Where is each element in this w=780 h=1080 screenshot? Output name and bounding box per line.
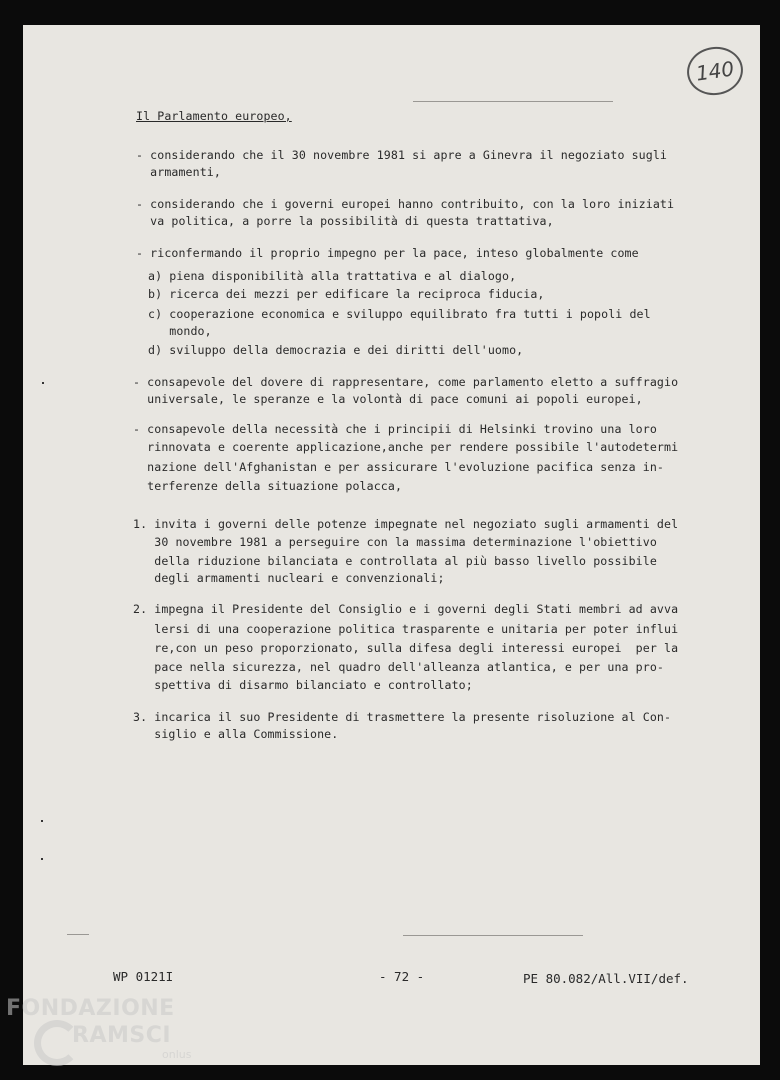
text-line: b) ricerca dei mezzi per edificare la reciproca fiducia, (148, 287, 545, 301)
text-line: della riduzione bilanciata e controllata al più basso livello possibile (133, 554, 657, 568)
scan-mark (41, 820, 43, 822)
text-line: degli armamenti nucleari e convenzionali; (133, 571, 445, 585)
text-line: mondo, (148, 324, 212, 338)
text-line: - consapevole della necessità che i principii di Helsinki trovino una loro (133, 422, 657, 436)
text-line: - consapevole del dovere di rappresentare, come parlamento eletto a suffragio (133, 375, 679, 389)
text-line: 1. invita i governi delle potenze impegnate nel negoziato sugli armamenti del (133, 517, 679, 531)
foundation-watermark (4, 996, 204, 1076)
text-line: siglio e alla Commissione. (133, 727, 339, 741)
page-number-stamp: 140 (684, 43, 746, 98)
watermark-text-line1: FONDAZIONE (6, 996, 175, 1021)
text-line: armamenti, (136, 165, 221, 179)
text-line: - considerando che i governi europei hanno contribuito, con la loro iniziati (136, 197, 675, 211)
text-line: va politica, a porre la possibilità di questa trattativa, (136, 214, 554, 228)
text-line: nazione dell'Afghanistan e per assicurare l'evoluzione pacifica senza in- (133, 460, 665, 474)
scan-mark (42, 382, 44, 384)
text-line: universale, le speranze e la volontà di pace comuni ai popoli europei, (133, 392, 643, 406)
text-line: - riconfermando il proprio impegno per la pace, inteso globalmente come (136, 246, 639, 260)
document-page (23, 25, 760, 1065)
text-line: rinnovata e coerente applicazione,anche per rendere possibile l'autodetermi (133, 440, 679, 454)
text-line: re,con un peso proporzionato, sulla difesa degli interessi europei per la (133, 641, 679, 655)
footer-rule-right (403, 935, 583, 936)
text-line: - considerando che il 30 novembre 1981 si apre a Ginevra il negoziato sugli (136, 148, 668, 162)
text-line: 3. incarica il suo Presidente di trasmettere la presente risoluzione al Con- (133, 710, 672, 724)
text-line: 30 novembre 1981 a perseguire con la massima determinazione l'obiettivo (133, 535, 657, 549)
footer-rule-left (67, 934, 89, 935)
footer-document-code: WP 0121I (113, 969, 174, 984)
text-line: spettiva di disarmo bilanciato e controllato; (133, 678, 473, 692)
footer-reference: PE 80.082/All.VII/def. (523, 971, 689, 986)
document-body (23, 25, 760, 1065)
scan-mark (41, 858, 43, 860)
text-line: c) cooperazione economica e sviluppo equilibrato fra tutti i popoli del (148, 307, 651, 321)
text-line: terferenze della situazione polacca, (133, 479, 403, 493)
text-line: d) sviluppo della democrazia e dei diritti dell'uomo, (148, 343, 524, 357)
text-line: lersi di una cooperazione politica trasparente e unitaria per poter influi (133, 622, 679, 636)
watermark-text-line2: RAMSCI (72, 1023, 172, 1048)
watermark-suffix: onlus (162, 1048, 192, 1061)
text-line: pace nella sicurezza, nel quadro dell'alleanza atlantica, e per una pro- (133, 660, 665, 674)
text-line: a) piena disponibilità alla trattativa e al dialogo, (148, 269, 517, 283)
footer-page-number: - 72 - (379, 969, 425, 984)
heading: Il Parlamento europeo, (136, 109, 292, 123)
text-line: 2. impegna il Presidente del Consiglio e i governi degli Stati membri ad avva (133, 602, 679, 616)
